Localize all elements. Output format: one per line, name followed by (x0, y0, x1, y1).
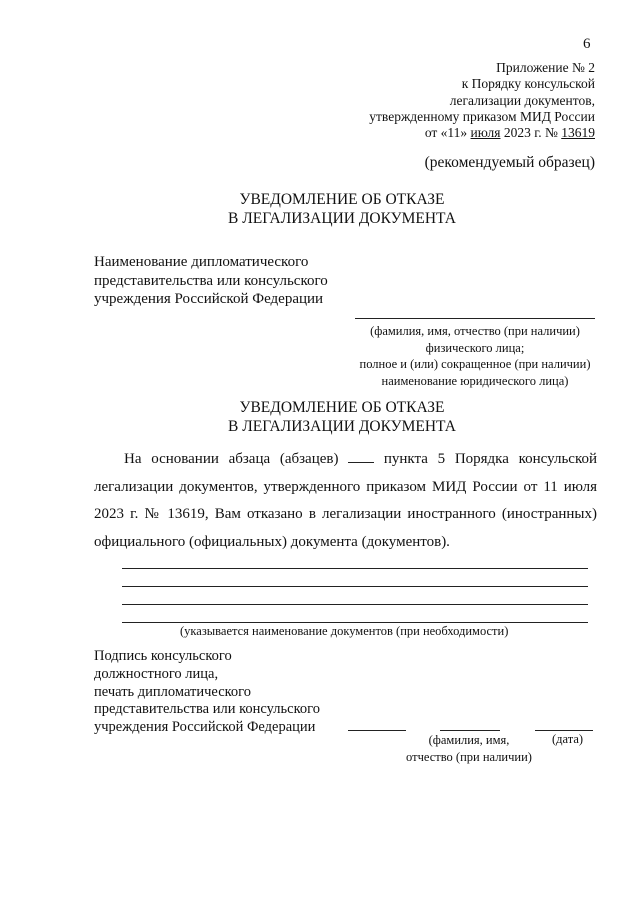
paragraph-blank (348, 448, 374, 463)
documents-fill-line (122, 604, 588, 605)
signature-line: должностного лица, (94, 665, 219, 682)
appendix-header (369, 60, 595, 141)
document-title-top (22, 190, 640, 228)
signature-line: представительства или консульского (94, 701, 320, 718)
title-line: УВЕДОМЛЕНИЕ ОБ ОТКАЗЕ (239, 399, 445, 416)
documents-fill-line (122, 568, 588, 569)
signature-block (94, 648, 320, 737)
title-line: В ЛЕГАЛИЗАЦИИ ДОКУМЕНТА (228, 210, 456, 227)
representation-line: представительства или консульского (94, 272, 328, 289)
order-year-label: 2023 г. № (503, 125, 558, 141)
signature-line: Подпись консульского (94, 648, 232, 664)
signature-field-line (348, 730, 406, 731)
documents-fill-line (122, 622, 588, 623)
addressee-field-line (355, 318, 595, 319)
sample-label: (рекомендуемый образец) (424, 154, 595, 171)
caption-line: (фамилия, имя, (428, 733, 510, 747)
representation-line: Наименование дипломатического (94, 254, 309, 270)
page-number: 6 (583, 36, 591, 52)
name-caption (400, 732, 538, 765)
addressee-caption (345, 323, 605, 389)
caption-line: (фамилия, имя, отчество (при наличии) (370, 324, 580, 338)
caption-line: полное и (или) сокращенное (при наличии) (359, 357, 591, 371)
body-part2: пункта 5 Порядка консульской легализации документов, утвержденного приказом МИД России от 11 июля 2023 г. № 13619, Вам отказано в легализации иностранного (иностранных) официального (официальных) документа (документов). (94, 451, 597, 551)
name-field-line (440, 730, 500, 731)
title-line: В ЛЕГАЛИЗАЦИИ ДОКУМЕНТА (228, 418, 456, 435)
caption-line: наименование юридического лица) (381, 373, 569, 388)
appendix-order-date (369, 125, 595, 141)
representation-line: учреждения Российской Федерации (94, 291, 324, 307)
appendix-line: легализации документов, (449, 92, 595, 108)
date-caption: (дата) (552, 732, 584, 746)
caption-line: отчество (при наличии) (406, 749, 532, 764)
date-field-line (535, 730, 593, 731)
appendix-line: Приложение № 2 (496, 60, 595, 75)
notice-body (94, 446, 597, 557)
signature-line: учреждения Российской Федерации (94, 719, 316, 736)
body-part1: На основании абзаца (абзацев) (124, 451, 339, 467)
title-line: УВЕДОМЛЕНИЕ ОБ ОТКАЗЕ (239, 191, 445, 208)
appendix-line: к Порядку консульской (461, 76, 595, 92)
order-month: июля (470, 125, 501, 141)
document-title-main (22, 398, 640, 436)
appendix-line: утвержденному приказом МИД России (369, 108, 595, 124)
order-number: 13619 (561, 125, 595, 141)
signature-line: печать дипломатического (94, 683, 252, 700)
caption-line: физического лица; (425, 340, 525, 355)
order-date-prefix: от «11» (424, 125, 468, 141)
documents-caption: (указывается наименование документов (при необходимости) (180, 624, 509, 638)
documents-fill-line (122, 586, 588, 587)
representation-name (94, 253, 328, 309)
